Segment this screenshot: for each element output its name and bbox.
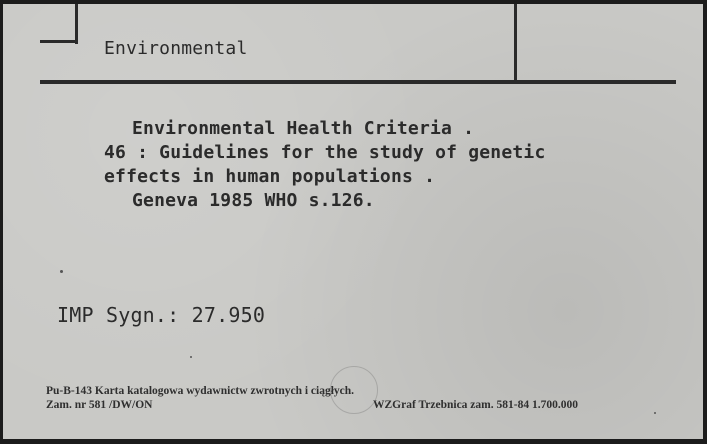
header-rule <box>40 80 676 84</box>
shelf-signature: IMP Sygn.: 27.950 <box>57 303 266 327</box>
volume-title-line: 46 : Guidelines for the study of genetic <box>104 142 546 163</box>
publication-line: Geneva 1985 WHO s.126. <box>132 190 375 211</box>
bibliographic-entry <box>104 117 545 213</box>
printed-footer-line-1: Pu-B-143 Karta katalogowa wydawnictw zwrotnych i ciągłych. <box>46 385 355 397</box>
card-left-edge <box>0 0 3 444</box>
card-right-edge <box>703 0 707 444</box>
paper-speck <box>60 270 63 273</box>
subject-heading: Environmental <box>104 38 248 59</box>
card-top-edge <box>0 0 707 4</box>
printed-footer-order-number: Zam. nr 581 /DW/ON <box>46 399 153 411</box>
printed-footer-printer-info: WZGraf Trzebnica zam. 581-84 1.700.000 <box>373 399 578 411</box>
paper-speck <box>654 412 656 414</box>
series-title-line: Environmental Health Criteria . <box>132 118 475 139</box>
title-continuation-line: effects in human populations . <box>104 166 436 187</box>
paper-speck <box>190 356 192 358</box>
faint-circle-mark <box>330 366 378 414</box>
corner-horizontal-rule <box>40 40 78 43</box>
corner-vertical-rule <box>75 4 78 44</box>
header-vertical-divider <box>514 4 517 82</box>
card-bottom-edge <box>0 439 707 444</box>
